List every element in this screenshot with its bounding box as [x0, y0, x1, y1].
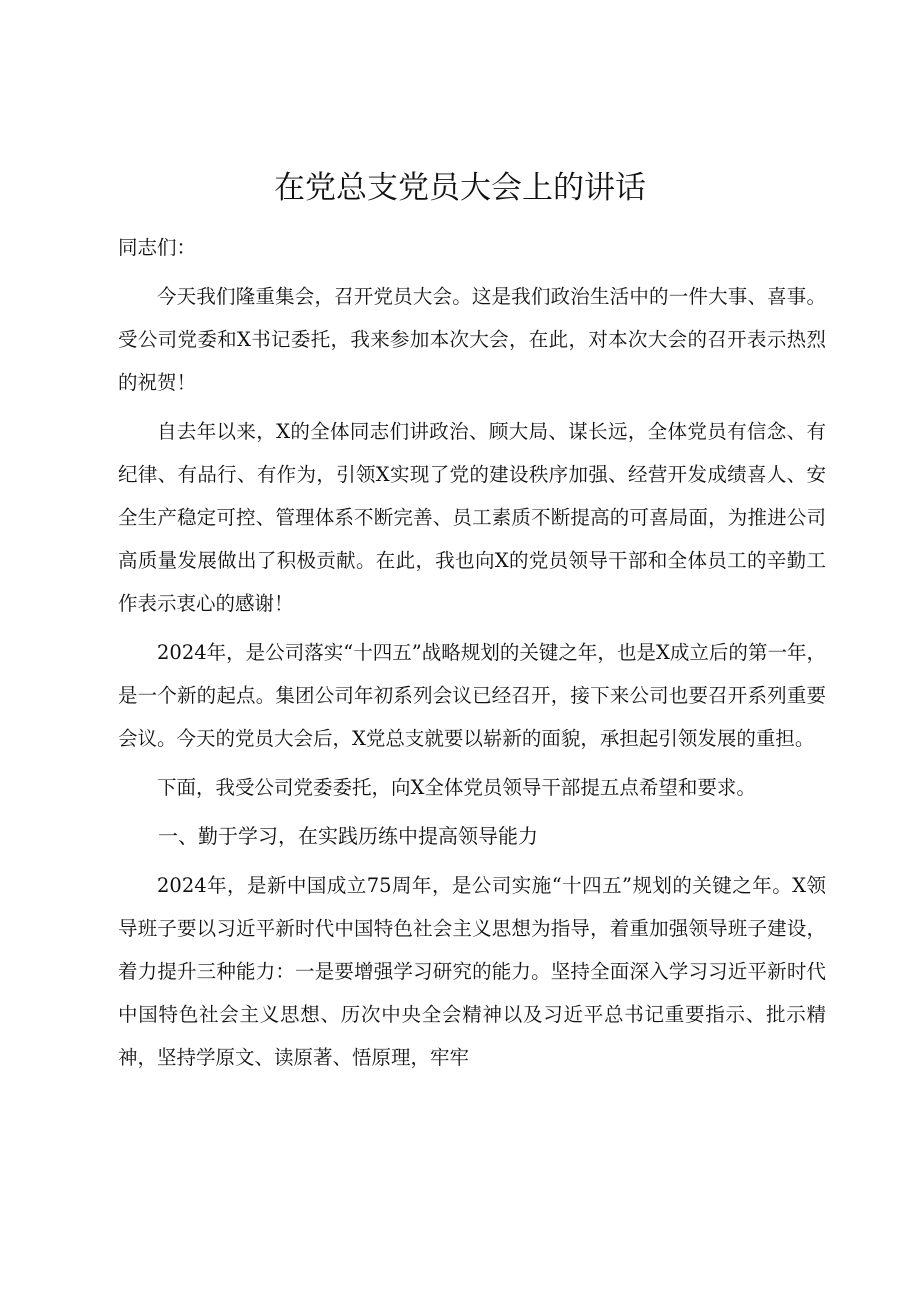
salutation: 同志们：	[118, 236, 197, 259]
paragraph-requirements-intro: 下面，我受公司党委委托，向X全体党员领导干部提五点希望和要求。	[157, 776, 756, 799]
paragraph-2024-outlook: 2024年，是公司落实“十四五”战略规划的关键之年，也是X成立后的第一年，是一个新的起点。集团公司年初系列会议已经召开，接下来公司也要召开系列重要会议。今天的党员大会后，X党总支就要以崭新的面貌，承担起引领发展的重担。	[118, 641, 826, 750]
document-title: 在党总支党员大会上的讲话	[274, 170, 646, 206]
document-body	[118, 226, 826, 1079]
paragraph-section-one: 2024年，是新中国成立75周年，是公司实施“十四五”规划的关键之年。X领导班子要以习近平新时代中国特色社会主义思想为指导，着重加强领导班子建设，着力提升三种能力：一是要增强学习研究的能力。坚持全面深入学习习近平新时代中国特色社会主义思想、历次中央全会精神以及习近平总书记重要指示、批示精神，坚持学原文、读原著、悟原理，牢牢	[118, 874, 826, 1069]
section-heading: 一、勤于学习，在实践历练中提高领导能力	[158, 824, 538, 848]
paragraph-achievements: 自去年以来，X的全体同志们讲政治、顾大局、谋长远，全体党员有信念、有纪律、有品行、有作为，引领X实现了党的建设秩序加强、经营开发成绩喜人、安全生产稳定可控、管理体系不断完善、员工素质不断提高的可喜局面，为推进公司高质量发展做出了积极贡献。在此，我也向X的党员领导干部和全体员工的辛勤工作表示衷心的感谢！	[118, 420, 826, 615]
paragraph-opening: 今天我们隆重集会，召开党员大会。这是我们政治生活中的一件大事、喜事。受公司党委和X书记委托，我来参加本次大会，在此，对本次大会的召开表示热烈的祝贺！	[118, 285, 826, 394]
